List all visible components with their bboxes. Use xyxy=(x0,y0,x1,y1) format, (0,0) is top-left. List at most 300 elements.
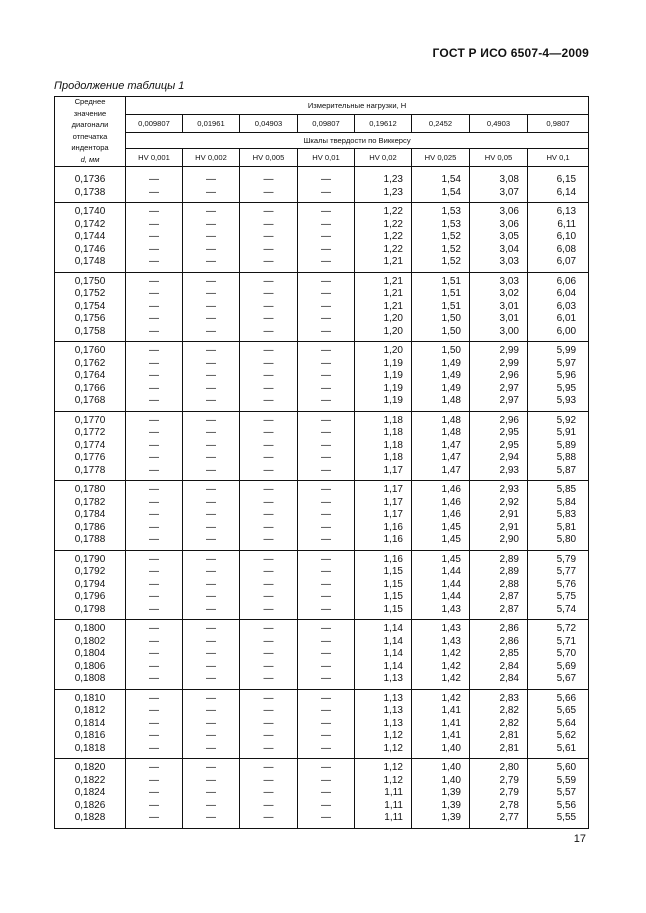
cell-value: — xyxy=(263,521,274,533)
corner-line: d, мм xyxy=(80,154,100,164)
cell-value: 5,56 xyxy=(556,799,577,811)
cell-value: — xyxy=(263,345,274,356)
hv005-cell xyxy=(470,550,528,620)
cell-value: — xyxy=(149,496,159,508)
cell-value: 1,54 xyxy=(441,174,461,185)
hv01-cell xyxy=(528,272,589,342)
hv005-cell xyxy=(470,272,528,342)
cell-value: — xyxy=(206,521,216,533)
cell-value: 1,17 xyxy=(383,484,403,495)
cell-value: — xyxy=(206,243,216,255)
cell-value: 3,08 xyxy=(499,174,519,185)
cell-value: 1,12 xyxy=(383,762,403,773)
cell-value: 0,1758 xyxy=(74,325,106,337)
cell-value: 0,1756 xyxy=(74,313,106,324)
cell-value: 1,18 xyxy=(383,427,403,438)
scale-header: HV 0,05 xyxy=(470,149,528,167)
cell-value: 2,84 xyxy=(499,660,519,672)
cell-value: 1,13 xyxy=(383,705,403,716)
cell-value: — xyxy=(206,275,216,287)
cell-value: 1,18 xyxy=(383,414,403,426)
cell-value: — xyxy=(263,275,274,287)
cell-value: 1,16 xyxy=(383,521,403,533)
cell-value: 1,19 xyxy=(383,395,403,406)
cell-value: 6,01 xyxy=(556,313,577,324)
cell-value: — xyxy=(263,243,274,255)
loads-row xyxy=(55,115,589,133)
cell-value: — xyxy=(321,484,331,495)
cell-value: — xyxy=(263,566,274,577)
hv005-cell xyxy=(470,203,528,273)
cell-value: 5,91 xyxy=(556,427,577,438)
cell-value: 3,06 xyxy=(499,218,519,230)
cell-value: 6,14 xyxy=(556,186,577,198)
table-row-group xyxy=(55,620,589,690)
table-row-group xyxy=(55,342,589,412)
cell-value: — xyxy=(321,345,331,356)
cell-value: 0,1810 xyxy=(74,692,106,704)
cell-value: — xyxy=(263,218,274,230)
hv002-cell xyxy=(355,689,412,759)
load-header: 0,09807 xyxy=(298,115,355,133)
cell-value: 5,64 xyxy=(556,717,577,729)
cell-value: 1,22 xyxy=(383,218,403,230)
scales-title: Шкалы твердости по Виккерсу xyxy=(126,133,589,149)
cell-value: — xyxy=(206,591,216,602)
cell-value: 2,80 xyxy=(499,762,519,773)
cell-value: — xyxy=(149,370,159,381)
cell-value: — xyxy=(149,452,159,463)
dash-cell xyxy=(298,689,355,759)
cell-value: — xyxy=(321,717,331,729)
cell-value: 5,70 xyxy=(556,648,577,659)
cell-value: 1,11 xyxy=(384,799,403,811)
cell-value: — xyxy=(149,382,159,394)
hv0025-cell xyxy=(412,342,470,412)
cell-value: — xyxy=(263,717,274,729)
cell-value: 0,1800 xyxy=(74,623,106,634)
cell-value: 1,22 xyxy=(383,243,403,255)
cell-value: — xyxy=(149,357,159,369)
cell-value: 1,52 xyxy=(441,256,461,267)
cell-value: 2,86 xyxy=(499,623,519,634)
cell-value: — xyxy=(206,799,216,811)
cell-value: 1,16 xyxy=(383,534,403,545)
cell-value: 1,18 xyxy=(383,439,403,451)
cell-value: — xyxy=(321,787,331,798)
cell-value: — xyxy=(206,660,216,672)
corner-header xyxy=(55,97,126,167)
cell-value: — xyxy=(206,623,216,634)
cell-value: — xyxy=(321,603,331,615)
cell-value: — xyxy=(149,660,159,672)
cell-value: — xyxy=(263,325,274,337)
cell-value: 1,21 xyxy=(383,275,403,287)
cell-value: — xyxy=(321,300,331,312)
cell-value: 6,10 xyxy=(556,231,577,242)
cell-value: 5,61 xyxy=(556,742,577,754)
cell-value: 1,47 xyxy=(441,452,461,463)
cell-value: 5,69 xyxy=(556,660,577,672)
cell-value: 0,1768 xyxy=(74,395,106,406)
dash-cell xyxy=(240,411,298,481)
cell-value: 2,88 xyxy=(499,578,519,590)
cell-value: — xyxy=(263,414,274,426)
cell-value: — xyxy=(206,206,216,217)
cell-value: 1,22 xyxy=(383,231,403,242)
dash-cell xyxy=(126,203,183,273)
cell-value: — xyxy=(206,300,216,312)
cell-value: 1,19 xyxy=(383,382,403,394)
cell-value: — xyxy=(206,439,216,451)
cell-value: — xyxy=(263,623,274,634)
cell-value: — xyxy=(149,427,159,438)
cell-value: 5,99 xyxy=(556,345,577,356)
cell-value: — xyxy=(321,705,331,716)
cell-value: — xyxy=(263,509,274,520)
cell-value: — xyxy=(263,730,274,741)
cell-value: 2,99 xyxy=(499,345,519,356)
cell-value: — xyxy=(263,673,274,684)
cell-value: — xyxy=(263,300,274,312)
diagonal-cell xyxy=(55,174,126,203)
cell-value: 0,1824 xyxy=(74,787,106,798)
diagonal-cell xyxy=(55,342,126,412)
cell-value: — xyxy=(321,427,331,438)
cell-value: 2,97 xyxy=(499,382,519,394)
cell-value: 0,1770 xyxy=(74,414,106,426)
cell-value: 5,77 xyxy=(556,566,577,577)
scale-header: HV 0,025 xyxy=(412,149,470,167)
hv0025-cell xyxy=(412,689,470,759)
cell-value: — xyxy=(206,174,216,185)
cell-value: 2,82 xyxy=(499,705,519,716)
cell-value: — xyxy=(206,218,216,230)
cell-value: — xyxy=(321,218,331,230)
cell-value: — xyxy=(321,799,331,811)
cell-value: 1,40 xyxy=(441,742,461,754)
cell-value: — xyxy=(149,705,159,716)
hv0025-cell xyxy=(412,411,470,481)
diagonal-cell xyxy=(55,411,126,481)
cell-value: — xyxy=(149,648,159,659)
cell-value: 2,77 xyxy=(499,812,519,823)
hv01-cell xyxy=(528,689,589,759)
cell-value: — xyxy=(149,186,159,198)
cell-value: — xyxy=(263,206,274,217)
cell-value: — xyxy=(149,717,159,729)
cell-value: 1,43 xyxy=(441,635,461,647)
table-row-group xyxy=(55,759,589,829)
cell-value: — xyxy=(149,218,159,230)
diagonal-cell xyxy=(55,272,126,342)
cell-value: — xyxy=(149,812,159,823)
cell-value: 1,15 xyxy=(383,566,403,577)
cell-value: 1,46 xyxy=(441,496,461,508)
cell-value: — xyxy=(263,427,274,438)
cell-value: 1,53 xyxy=(441,206,461,217)
cell-value: — xyxy=(149,591,159,602)
dash-cell xyxy=(126,689,183,759)
cell-value: 0,1820 xyxy=(74,762,106,773)
cell-value: 1,50 xyxy=(441,313,461,324)
cell-value: 2,90 xyxy=(499,534,519,545)
cell-value: 1,39 xyxy=(441,812,461,823)
cell-value: — xyxy=(206,427,216,438)
hv0025-cell xyxy=(412,481,470,551)
hv005-cell xyxy=(470,620,528,690)
cell-value: — xyxy=(263,452,274,463)
cell-value: 2,89 xyxy=(499,553,519,565)
cell-value: 2,82 xyxy=(499,717,519,729)
scale-header: HV 0,002 xyxy=(183,149,240,167)
cell-value: — xyxy=(149,288,159,299)
cell-value: 1,13 xyxy=(383,673,403,684)
cell-value: — xyxy=(206,578,216,590)
dash-cell xyxy=(298,342,355,412)
cell-value: 1,44 xyxy=(441,566,461,577)
cell-value: — xyxy=(206,787,216,798)
cell-value: 2,91 xyxy=(499,521,519,533)
cell-value: 1,39 xyxy=(441,799,461,811)
cell-value: 0,1780 xyxy=(74,484,106,495)
corner-line: индентора xyxy=(71,143,109,152)
cell-value: 0,1786 xyxy=(74,521,106,533)
cell-value: 1,41 xyxy=(441,730,461,741)
cell-value: 2,99 xyxy=(499,357,519,369)
cell-value: — xyxy=(321,382,331,394)
cell-value: — xyxy=(263,812,274,823)
cell-value: 1,52 xyxy=(441,243,461,255)
cell-value: — xyxy=(206,231,216,242)
cell-value: 0,1740 xyxy=(74,206,106,217)
cell-value: 1,48 xyxy=(441,414,461,426)
cell-value: — xyxy=(149,553,159,565)
table-row-group xyxy=(55,481,589,551)
diagonal-cell xyxy=(55,759,126,829)
cell-value: 5,89 xyxy=(556,439,577,451)
cell-value: 0,1776 xyxy=(74,452,106,463)
cell-value: 5,72 xyxy=(556,623,577,634)
cell-value: — xyxy=(263,313,274,324)
cell-value: 0,1794 xyxy=(74,578,106,590)
document-header: ГОСТ Р ИСО 6507-4—2009 xyxy=(432,46,589,60)
cell-value: — xyxy=(206,509,216,520)
cell-value: 2,84 xyxy=(499,673,519,684)
cell-value: — xyxy=(321,553,331,565)
cell-value: — xyxy=(149,774,159,786)
cell-value: 0,1750 xyxy=(74,275,106,287)
cell-value: — xyxy=(149,395,159,406)
hv002-cell xyxy=(355,550,412,620)
cell-value: 0,1748 xyxy=(74,256,106,267)
cell-value: 3,01 xyxy=(499,300,519,312)
cell-value: — xyxy=(263,174,274,185)
cell-value: — xyxy=(321,357,331,369)
hv0025-cell xyxy=(412,203,470,273)
cell-value: 2,79 xyxy=(499,787,519,798)
cell-value: — xyxy=(321,439,331,451)
cell-value: 3,07 xyxy=(499,186,519,198)
cell-value: 0,1806 xyxy=(74,660,106,672)
scales-row xyxy=(55,149,589,167)
cell-value: — xyxy=(206,414,216,426)
cell-value: — xyxy=(321,578,331,590)
cell-value: — xyxy=(263,774,274,786)
cell-value: 1,12 xyxy=(383,742,403,754)
cell-value: 6,15 xyxy=(556,174,577,185)
cell-value: 0,1826 xyxy=(74,799,106,811)
cell-value: 1,52 xyxy=(441,231,461,242)
cell-value: 1,16 xyxy=(383,553,403,565)
cell-value: 1,45 xyxy=(441,521,461,533)
cell-value: — xyxy=(321,206,331,217)
cell-value: — xyxy=(263,553,274,565)
cell-value: — xyxy=(321,521,331,533)
cell-value: — xyxy=(149,231,159,242)
dash-cell xyxy=(126,174,183,203)
cell-value: — xyxy=(321,648,331,659)
cell-value: 1,43 xyxy=(441,623,461,634)
cell-value: 1,51 xyxy=(441,300,461,312)
corner-line: Среднее xyxy=(74,97,106,106)
cell-value: 0,1782 xyxy=(74,496,106,508)
cell-value: — xyxy=(321,275,331,287)
cell-value: 1,45 xyxy=(441,553,461,565)
dash-cell xyxy=(183,272,240,342)
cell-value: 2,87 xyxy=(499,603,519,615)
dash-cell xyxy=(183,689,240,759)
dash-cell xyxy=(298,550,355,620)
cell-value: — xyxy=(206,325,216,337)
cell-value: — xyxy=(263,635,274,647)
cell-value: 1,23 xyxy=(383,186,403,198)
cell-value: — xyxy=(149,464,159,476)
hv002-cell xyxy=(355,411,412,481)
dash-cell xyxy=(126,481,183,551)
cell-value: — xyxy=(321,635,331,647)
hv002-cell xyxy=(355,203,412,273)
cell-value: 1,22 xyxy=(383,206,403,217)
cell-value: — xyxy=(206,357,216,369)
cell-value: 5,55 xyxy=(556,812,577,823)
cell-value: 1,17 xyxy=(383,496,403,508)
load-header: 0,19612 xyxy=(355,115,412,133)
cell-value: — xyxy=(206,464,216,476)
cell-value: — xyxy=(321,231,331,242)
corner-line: диагонали xyxy=(71,120,109,129)
cell-value: — xyxy=(206,742,216,754)
cell-value: 1,50 xyxy=(441,325,461,337)
table-caption: Продолжение таблицы 1 xyxy=(54,80,185,92)
cell-value: 1,14 xyxy=(383,648,403,659)
cell-value: — xyxy=(263,464,274,476)
loads-title: Измерительные нагрузки, Н xyxy=(126,97,589,115)
cell-value: — xyxy=(149,742,159,754)
cell-value: 1,42 xyxy=(441,673,461,684)
cell-value: — xyxy=(149,521,159,533)
dash-cell xyxy=(183,411,240,481)
cell-value: — xyxy=(263,705,274,716)
load-header: 0,2452 xyxy=(412,115,470,133)
cell-value: — xyxy=(206,256,216,267)
cell-value: — xyxy=(206,730,216,741)
cell-value: 2,87 xyxy=(499,591,519,602)
cell-value: 2,93 xyxy=(499,464,519,476)
cell-value: 2,83 xyxy=(499,692,519,704)
cell-value: 1,12 xyxy=(383,730,403,741)
dash-cell xyxy=(298,411,355,481)
cell-value: — xyxy=(263,370,274,381)
cell-value: — xyxy=(263,534,274,545)
cell-value: 2,81 xyxy=(499,730,519,741)
header-gap xyxy=(55,167,589,175)
cell-value: — xyxy=(206,553,216,565)
hv002-cell xyxy=(355,620,412,690)
cell-value: 5,97 xyxy=(556,357,577,369)
cell-value: — xyxy=(206,603,216,615)
cell-value: 3,04 xyxy=(499,243,519,255)
scale-header: HV 0,001 xyxy=(126,149,183,167)
cell-value: — xyxy=(149,313,159,324)
cell-value: 1,14 xyxy=(383,660,403,672)
hv005-cell xyxy=(470,759,528,829)
cell-value: — xyxy=(206,382,216,394)
cell-value: — xyxy=(149,635,159,647)
diagonal-cell xyxy=(55,550,126,620)
scale-header: HV 0,01 xyxy=(298,149,355,167)
cell-value: 5,74 xyxy=(556,603,577,615)
cell-value: — xyxy=(263,787,274,798)
cell-value: 3,00 xyxy=(499,325,519,337)
cell-value: — xyxy=(321,730,331,741)
cell-value: — xyxy=(206,534,216,545)
cell-value: 0,1736 xyxy=(74,174,106,185)
cell-value: 6,06 xyxy=(556,275,577,287)
cell-value: 0,1744 xyxy=(74,231,106,242)
cell-value: 1,21 xyxy=(383,256,403,267)
dash-cell xyxy=(298,272,355,342)
cell-value: 0,1788 xyxy=(74,534,106,545)
cell-value: 1,18 xyxy=(383,452,403,463)
cell-value: 1,40 xyxy=(441,762,461,773)
cell-value: 3,06 xyxy=(499,206,519,217)
cell-value: — xyxy=(263,382,274,394)
hv01-cell xyxy=(528,759,589,829)
cell-value: — xyxy=(149,174,159,185)
dash-cell xyxy=(183,550,240,620)
cell-value: — xyxy=(321,256,331,267)
cell-value: — xyxy=(149,623,159,634)
cell-value: — xyxy=(149,673,159,684)
load-header: 0,4903 xyxy=(470,115,528,133)
cell-value: — xyxy=(263,357,274,369)
cell-value: — xyxy=(321,673,331,684)
cell-value: 0,1802 xyxy=(74,635,106,647)
hv01-cell xyxy=(528,203,589,273)
hv0025-cell xyxy=(412,272,470,342)
dash-cell xyxy=(240,481,298,551)
cell-value: 1,21 xyxy=(383,300,403,312)
cell-value: — xyxy=(321,623,331,634)
cell-value: 2,96 xyxy=(499,370,519,381)
cell-value: — xyxy=(149,692,159,704)
cell-value: 5,66 xyxy=(556,692,577,704)
cell-value: — xyxy=(263,603,274,615)
cell-value: 1,13 xyxy=(383,692,403,704)
cell-value: 1,11 xyxy=(384,812,403,823)
hv01-cell xyxy=(528,411,589,481)
